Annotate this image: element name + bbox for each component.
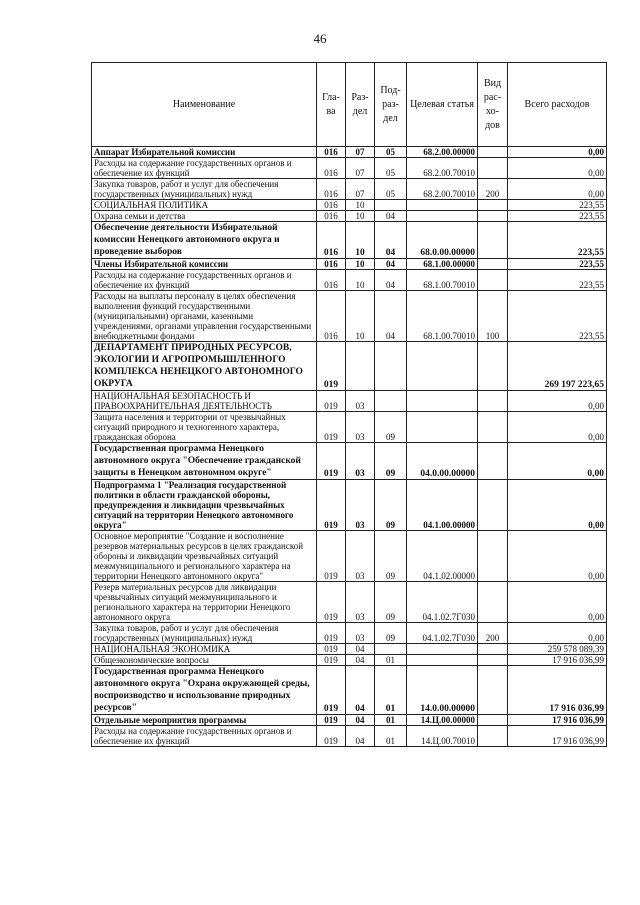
cell-target-article: 04.1.02.7Г030 [407, 582, 478, 623]
cell-name: Государственная программа Ненецкого автономного округа "Обеспечение гражданской защиты в Ненецком автономном округе" [92, 443, 317, 480]
cell-section: 07 [346, 158, 375, 179]
cell-subsection: 01 [375, 726, 407, 747]
cell-total: 0,00 [508, 147, 607, 158]
cell-target-article [407, 211, 478, 222]
cell-target-article: 68.2.00.70010 [407, 179, 478, 200]
cell-expense-type: 100 [478, 291, 508, 342]
cell-expense-type [478, 412, 508, 443]
cell-chapter: 016 [317, 222, 346, 259]
cell-total: 0,00 [508, 623, 607, 644]
table-row [92, 270, 607, 291]
table-row [92, 726, 607, 747]
cell-subsection: 09 [375, 443, 407, 480]
table-row [92, 644, 607, 655]
cell-section: 04 [346, 666, 375, 715]
header-subsection: Под-раз-дел [375, 63, 407, 147]
cell-name: Государственная программа Ненецкого автономного округа "Охрана окружающей среды, воспроизводство и использование природных ресурсов" [92, 666, 317, 715]
cell-subsection [375, 644, 407, 655]
cell-section: 10 [346, 270, 375, 291]
cell-subsection: 04 [375, 222, 407, 259]
table-row [92, 147, 607, 158]
cell-section: 03 [346, 480, 375, 531]
table-row [92, 623, 607, 644]
cell-section: 10 [346, 222, 375, 259]
cell-expense-type [478, 655, 508, 666]
cell-total: 0,00 [508, 582, 607, 623]
cell-section: 04 [346, 655, 375, 666]
cell-subsection: 05 [375, 179, 407, 200]
cell-total: 259 578 089,39 [508, 644, 607, 655]
cell-target-article [407, 200, 478, 211]
cell-chapter: 019 [317, 655, 346, 666]
cell-subsection: 05 [375, 158, 407, 179]
cell-target-article: 04.1.02.00000 [407, 531, 478, 582]
header-target-article: Целевая статья [407, 63, 478, 147]
cell-name: Общеэкономические вопросы [92, 655, 317, 666]
cell-total: 223,55 [508, 270, 607, 291]
page-number: 46 [313, 31, 327, 46]
cell-target-article: 68.2.00.70010 [407, 158, 478, 179]
cell-section: 07 [346, 147, 375, 158]
cell-chapter: 016 [317, 200, 346, 211]
cell-total: 223,55 [508, 222, 607, 259]
table-row [92, 666, 607, 715]
cell-section: 03 [346, 531, 375, 582]
cell-total: 0,00 [508, 531, 607, 582]
cell-subsection: 04 [375, 270, 407, 291]
table-row [92, 531, 607, 582]
table-row [92, 655, 607, 666]
cell-subsection: 09 [375, 531, 407, 582]
table-body [92, 147, 607, 747]
cell-chapter: 019 [317, 443, 346, 480]
cell-expense-type [478, 211, 508, 222]
cell-target-article: 68.2.00.00000 [407, 147, 478, 158]
budget-table [91, 62, 607, 747]
cell-section: 04 [346, 715, 375, 726]
table-row [92, 211, 607, 222]
table-row [92, 342, 607, 391]
table-row [92, 412, 607, 443]
cell-total: 0,00 [508, 443, 607, 480]
cell-name: ДЕПАРТАМЕНТ ПРИРОДНЫХ РЕСУРСОВ, ЭКОЛОГИИ И АГРОПРОМЫШЛЕННОГО КОМПЛЕКСА НЕНЕЦКОГО АВТОНОМНОГО ОКРУГА [92, 342, 317, 391]
cell-chapter: 019 [317, 391, 346, 412]
cell-chapter: 019 [317, 342, 346, 391]
cell-section: 03 [346, 443, 375, 480]
cell-section: 03 [346, 623, 375, 644]
table-row [92, 222, 607, 259]
cell-expense-type [478, 480, 508, 531]
cell-target-article [407, 644, 478, 655]
cell-expense-type [478, 582, 508, 623]
cell-name: СОЦИАЛЬНАЯ ПОЛИТИКА [92, 200, 317, 211]
cell-chapter: 016 [317, 179, 346, 200]
cell-name: Расходы на содержание государственных органов и обеспечение их функций [92, 158, 317, 179]
cell-chapter: 019 [317, 666, 346, 715]
cell-chapter: 016 [317, 158, 346, 179]
table-row [92, 158, 607, 179]
cell-subsection: 01 [375, 715, 407, 726]
cell-subsection [375, 391, 407, 412]
cell-target-article [407, 655, 478, 666]
cell-target-article [407, 391, 478, 412]
cell-subsection: 05 [375, 147, 407, 158]
cell-subsection: 09 [375, 623, 407, 644]
cell-target-article [407, 342, 478, 391]
header-section: Раз-дел [346, 63, 375, 147]
cell-section: 10 [346, 200, 375, 211]
cell-subsection: 09 [375, 582, 407, 623]
cell-total: 223,55 [508, 200, 607, 211]
cell-total: 17 916 036,99 [508, 715, 607, 726]
cell-section: 10 [346, 211, 375, 222]
cell-target-article: 68.1.00.70010 [407, 291, 478, 342]
cell-expense-type [478, 531, 508, 582]
cell-chapter: 016 [317, 259, 346, 270]
cell-expense-type: 200 [478, 623, 508, 644]
cell-subsection: 01 [375, 666, 407, 715]
cell-name: Подпрограмма 1 "Реализация государственной политики в области гражданской обороны, предупреждения и ликвидации чрезвычайных ситуаций на территории Ненецкого автономного округа" [92, 480, 317, 531]
cell-expense-type [478, 644, 508, 655]
table-row [92, 179, 607, 200]
cell-expense-type [478, 443, 508, 480]
cell-chapter: 019 [317, 582, 346, 623]
cell-total: 0,00 [508, 158, 607, 179]
table-row [92, 715, 607, 726]
cell-chapter: 019 [317, 715, 346, 726]
cell-total: 223,55 [508, 211, 607, 222]
table-row [92, 259, 607, 270]
cell-expense-type [478, 200, 508, 211]
cell-expense-type [478, 666, 508, 715]
cell-name: Отдельные мероприятия программы [92, 715, 317, 726]
cell-name: Защита населения и территории от чрезвычайных ситуаций природного и техногенного характера, гражданская оборона [92, 412, 317, 443]
cell-section: 10 [346, 259, 375, 270]
cell-expense-type [478, 715, 508, 726]
table-row [92, 582, 607, 623]
cell-chapter: 019 [317, 726, 346, 747]
cell-expense-type [478, 726, 508, 747]
cell-chapter: 016 [317, 291, 346, 342]
cell-chapter: 019 [317, 623, 346, 644]
cell-section: 03 [346, 391, 375, 412]
cell-target-article: 14.Ц.00.70010 [407, 726, 478, 747]
cell-target-article: 14.0.00.00000 [407, 666, 478, 715]
cell-section: 04 [346, 726, 375, 747]
cell-total: 0,00 [508, 480, 607, 531]
cell-subsection [375, 200, 407, 211]
cell-name: Закупка товаров, работ и услуг для обеспечения государственных (муниципальных) нужд [92, 179, 317, 200]
cell-target-article: 04.0.00.00000 [407, 443, 478, 480]
cell-section: 04 [346, 644, 375, 655]
cell-total: 0,00 [508, 179, 607, 200]
cell-name: Закупка товаров, работ и услуг для обеспечения государственных (муниципальных) нужд [92, 623, 317, 644]
cell-expense-type [478, 342, 508, 391]
cell-chapter: 016 [317, 211, 346, 222]
cell-total: 0,00 [508, 391, 607, 412]
cell-total: 269 197 223,65 [508, 342, 607, 391]
header-expense-type: Вид рас-хо-дов [478, 63, 508, 147]
cell-subsection: 09 [375, 480, 407, 531]
cell-expense-type [478, 158, 508, 179]
cell-target-article [407, 412, 478, 443]
header-chapter: Гла-ва [317, 63, 346, 147]
cell-name: НАЦИОНАЛЬНАЯ БЕЗОПАСНОСТЬ И ПРАВООХРАНИТЕЛЬНАЯ ДЕЯТЕЛЬНОСТЬ [92, 391, 317, 412]
cell-name: НАЦИОНАЛЬНАЯ ЭКОНОМИКА [92, 644, 317, 655]
cell-chapter: 019 [317, 531, 346, 582]
cell-total: 17 916 036,99 [508, 666, 607, 715]
cell-total: 223,55 [508, 259, 607, 270]
table-row [92, 391, 607, 412]
table-row [92, 443, 607, 480]
cell-subsection: 04 [375, 291, 407, 342]
cell-section: 07 [346, 179, 375, 200]
table-row [92, 200, 607, 211]
cell-chapter: 016 [317, 270, 346, 291]
cell-name: Обеспечение деятельности Избирательной комиссии Ненецкого автономного округа и проведение выборов [92, 222, 317, 259]
header-name: Наименование [92, 63, 317, 147]
cell-section: 03 [346, 582, 375, 623]
cell-name: Резерв материальных ресурсов для ликвидации чрезвычайных ситуаций межмуниципального и регионального характера на территории Ненецкого автономного округа [92, 582, 317, 623]
header-total: Всего расходов [508, 63, 607, 147]
cell-name: Охрана семьи и детства [92, 211, 317, 222]
cell-subsection: 09 [375, 412, 407, 443]
cell-expense-type [478, 222, 508, 259]
cell-total: 0,00 [508, 412, 607, 443]
cell-section: 10 [346, 291, 375, 342]
cell-total: 223,55 [508, 291, 607, 342]
cell-subsection: 04 [375, 259, 407, 270]
cell-name: Аппарат Избирательной комиссии [92, 147, 317, 158]
cell-target-article: 68.0.00.00000 [407, 222, 478, 259]
cell-expense-type [478, 391, 508, 412]
cell-target-article: 14.Ц.00.00000 [407, 715, 478, 726]
cell-total: 17 916 036,99 [508, 726, 607, 747]
cell-name: Расходы на содержание государственных органов и обеспечение их функций [92, 726, 317, 747]
cell-expense-type [478, 147, 508, 158]
cell-expense-type [478, 259, 508, 270]
cell-target-article: 68.1.00.70010 [407, 270, 478, 291]
cell-name: Расходы на выплаты персоналу в целях обеспечения выполнения функций государственными (муниципальными) органами, казенными учреждениями, органами управления государственными внебюджетными фондами [92, 291, 317, 342]
cell-expense-type [478, 270, 508, 291]
table-row [92, 480, 607, 531]
cell-name: Члены Избирательной комиссии [92, 259, 317, 270]
cell-subsection: 04 [375, 211, 407, 222]
table-row [92, 291, 607, 342]
cell-name: Основное мероприятие "Создание и восполнение резервов материальных ресурсов в целях гражданской обороны и ликвидации чрезвычайных ситуаций межмуниципального и регионального характера на территории Ненецкого автономного округа" [92, 531, 317, 582]
cell-section [346, 342, 375, 391]
cell-total: 17 916 036,99 [508, 655, 607, 666]
cell-expense-type: 200 [478, 179, 508, 200]
cell-target-article: 68.1.00.00000 [407, 259, 478, 270]
cell-target-article: 04.1.00.00000 [407, 480, 478, 531]
cell-subsection [375, 342, 407, 391]
cell-name: Расходы на содержание государственных органов и обеспечение их функций [92, 270, 317, 291]
cell-section: 03 [346, 412, 375, 443]
cell-chapter: 016 [317, 147, 346, 158]
cell-chapter: 019 [317, 480, 346, 531]
table-header-row [92, 63, 607, 147]
cell-chapter: 019 [317, 412, 346, 443]
cell-subsection: 01 [375, 655, 407, 666]
cell-chapter: 019 [317, 644, 346, 655]
cell-target-article: 04.1.02.7Г030 [407, 623, 478, 644]
